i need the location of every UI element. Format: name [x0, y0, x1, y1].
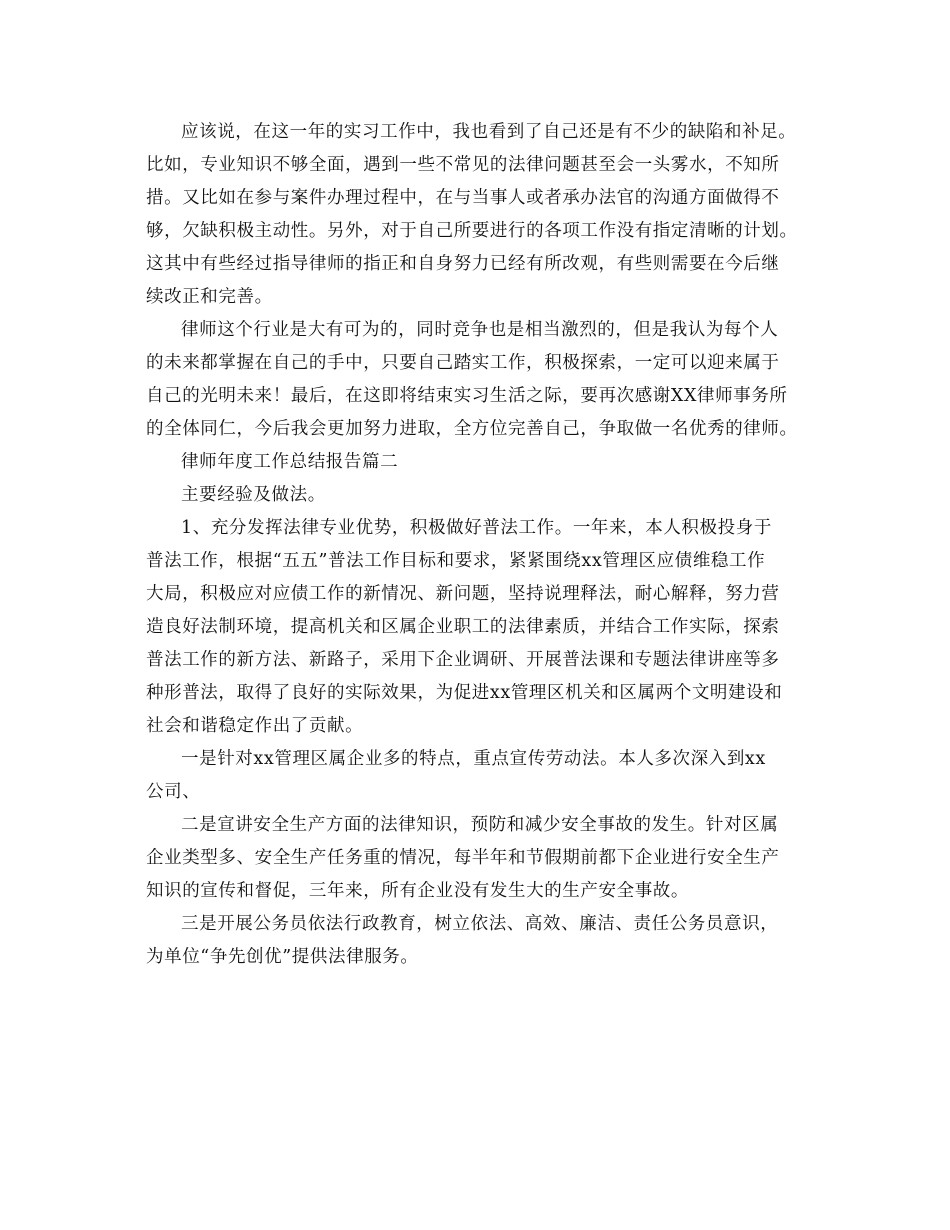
body-line: 够，欠缺积极主动性。另外，对于自己所要进行的各项工作没有指定清晰的计划。 — [146, 221, 798, 241]
document-page — [146, 116, 806, 974]
body-line: 比如，专业知识不够全面，遇到一些不常见的法律问题甚至会一头雾水，不知所 — [146, 155, 780, 175]
subheading: 主要经验及做法。 — [181, 485, 326, 505]
body-line: 自己的光明未来！最后，在这即将结束实习生活之际，要再次感谢XX律师事务所 — [146, 386, 788, 406]
body-line: 公司、 — [146, 782, 201, 802]
body-line: 续改正和完善。 — [146, 287, 273, 307]
body-line: 三是开展公务员依法行政教育，树立依法、高效、廉洁、责任公务员意识， — [181, 914, 779, 934]
body-line: 律师这个行业是大有可为的，同时竞争也是相当激烈的，但是我认为每个人 — [181, 320, 779, 340]
body-line: 大局，积极应对应债工作的新情况、新问题，坚持说理释法，耐心解释，努力营 — [146, 584, 780, 604]
body-line: 一是针对xx管理区属企业多的特点，重点宣传劳动法。本人多次深入到xx — [181, 749, 766, 769]
body-line: 普法工作的新方法、新路子，采用下企业调研、开展普法课和专题法律讲座等多 — [146, 650, 780, 670]
body-line: 的全体同仁，今后我会更加努力进取，全方位完善自己，争取做一名优秀的律师。 — [146, 419, 798, 439]
body-line: 企业类型多、安全生产任务重的情况，每半年和节假期前都下企业进行安全生产 — [146, 848, 780, 868]
body-line: 措。又比如在参与案件办理过程中，在与当事人或者承办法官的沟通方面做得不 — [146, 188, 780, 208]
body-line: 1、充分发挥法律专业优势，积极做好普法工作。一年来，本人积极投身于 — [181, 518, 772, 538]
body-line: 为单位“争先创优”提供法律服务。 — [146, 947, 419, 967]
body-line: 的未来都掌握在自己的手中，只要自己踏实工作，积极探索，一定可以迎来属于 — [146, 353, 780, 373]
section-heading: 律师年度工作总结报告篇二 — [181, 452, 399, 472]
body-line: 普法工作，根据“五五”普法工作目标和要求，紧紧围绕xx管理区应债维稳工作 — [146, 551, 766, 571]
body-line: 社会和谐稳定作出了贡献。 — [146, 716, 364, 736]
body-line: 应该说，在这一年的实习工作中，我也看到了自己还是有不少的缺陷和补足。 — [181, 122, 797, 142]
body-line: 知识的宣传和督促，三年来，所有企业没有发生大的生产安全事故。 — [146, 881, 689, 901]
body-line: 造良好法制环境，提高机关和区属企业职工的法律素质，并结合工作实际，探索 — [146, 617, 780, 637]
body-line: 这其中有些经过指导律师的指正和自身努力已经有所改观，有些则需要在今后继 — [146, 254, 780, 274]
body-line: 二是宣讲安全生产方面的法律知识，预防和减少安全事故的发生。针对区属 — [181, 815, 779, 835]
body-line: 种形普法，取得了良好的实际效果，为促进xx管理区机关和区属两个文明建设和 — [146, 683, 783, 703]
